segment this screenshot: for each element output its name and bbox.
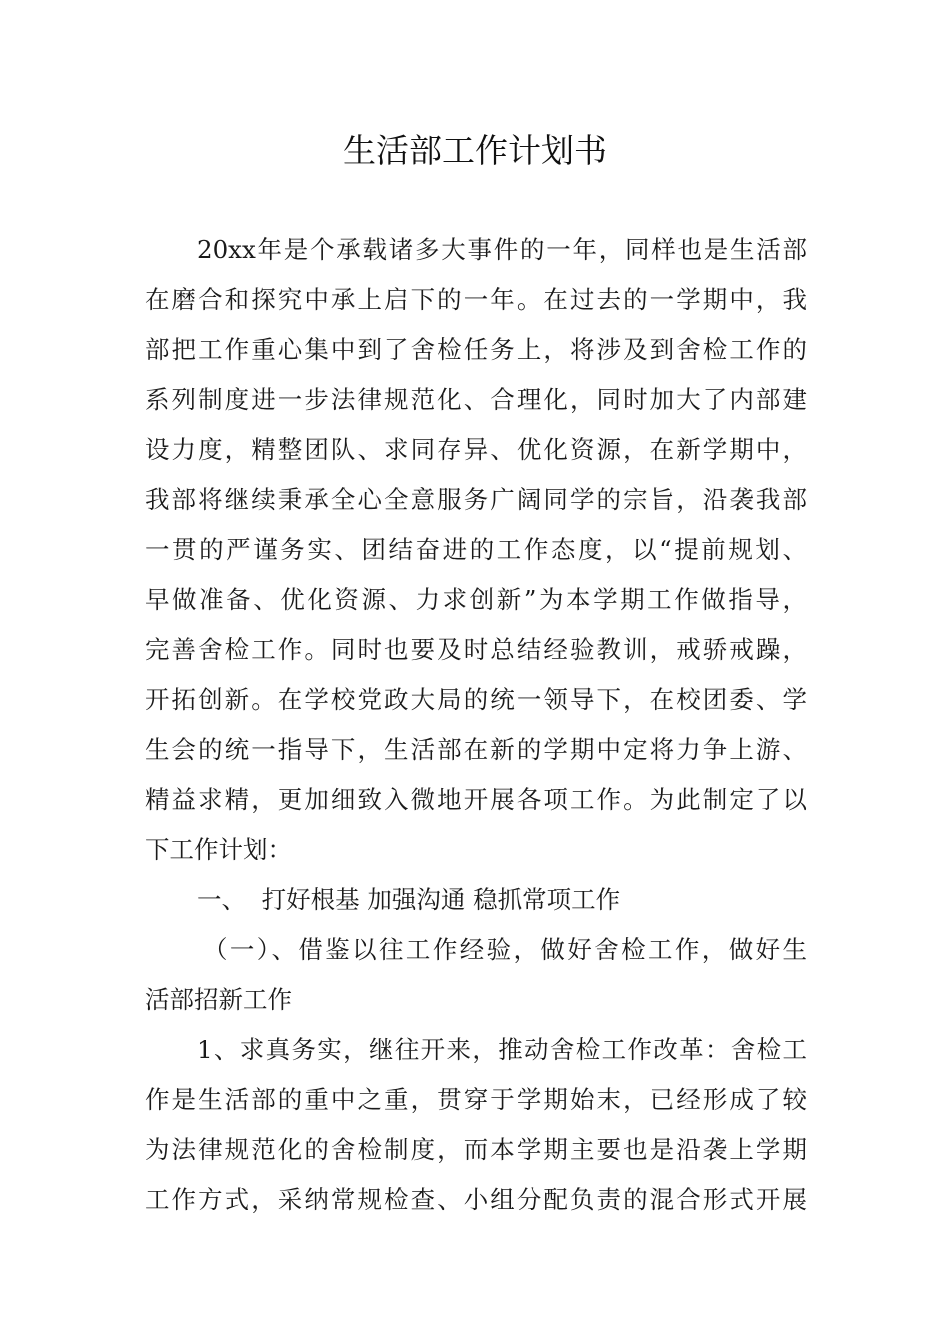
paragraph-line: 早做准备、优化资源、力求创新”为本学期工作做指导， (145, 585, 807, 614)
paragraph-line: 为法律规范化的舍检制度，而本学期主要也是沿袭上学期 (145, 1135, 807, 1164)
section-heading: 一、 打好根基 加强沟通 稳抓常项工作 (197, 885, 621, 914)
paragraph-line: 在磨合和探究中承上启下的一年。在过去的一学期中，我 (145, 285, 807, 314)
paragraph-line: 我部将继续秉承全心全意服务广阔同学的宗旨，沿袭我部 (145, 485, 807, 514)
paragraph-line: 工作方式，采纳常规检查、小组分配负责的混合形式开展 (145, 1185, 807, 1214)
subsection-heading: （一）、借鉴以往工作经验，做好舍检工作，做好生 (203, 935, 807, 964)
document-title: 生活部工作计划书 (343, 131, 607, 170)
paragraph-line: 系列制度进一步法律规范化、合理化，同时加大了内部建 (145, 385, 807, 414)
paragraph-line: 下工作计划： (145, 835, 292, 864)
document-body (145, 225, 807, 1225)
paragraph-line: 开拓创新。在学校党政大局的统一领导下，在校团委、学 (145, 685, 807, 714)
paragraph-line: 1、求真务实，继往开来，推动舍检工作改革：舍检工 (197, 1035, 807, 1064)
paragraph-line: 部把工作重心集中到了舍检任务上，将涉及到舍检工作的 (145, 335, 807, 364)
paragraph-line: 一贯的严谨务实、团结奋进的工作态度，以“提前规划、 (145, 535, 807, 564)
paragraph-line: 20xx年是个承载诸多大事件的一年，同样也是生活部 (197, 235, 807, 264)
subsection-heading-cont: 活部招新工作 (145, 985, 292, 1014)
paragraph-line: 作是生活部的重中之重，贯穿于学期始末，已经形成了较 (145, 1085, 807, 1114)
paragraph-line: 精益求精，更加细致入微地开展各项工作。为此制定了以 (145, 785, 807, 814)
paragraph-line: 设力度，精整团队、求同存异、优化资源，在新学期中， (145, 435, 807, 464)
paragraph-line: 生会的统一指导下，生活部在新的学期中定将力争上游、 (145, 735, 807, 764)
paragraph-line: 完善舍检工作。同时也要及时总结经验教训，戒骄戒躁， (145, 635, 807, 664)
